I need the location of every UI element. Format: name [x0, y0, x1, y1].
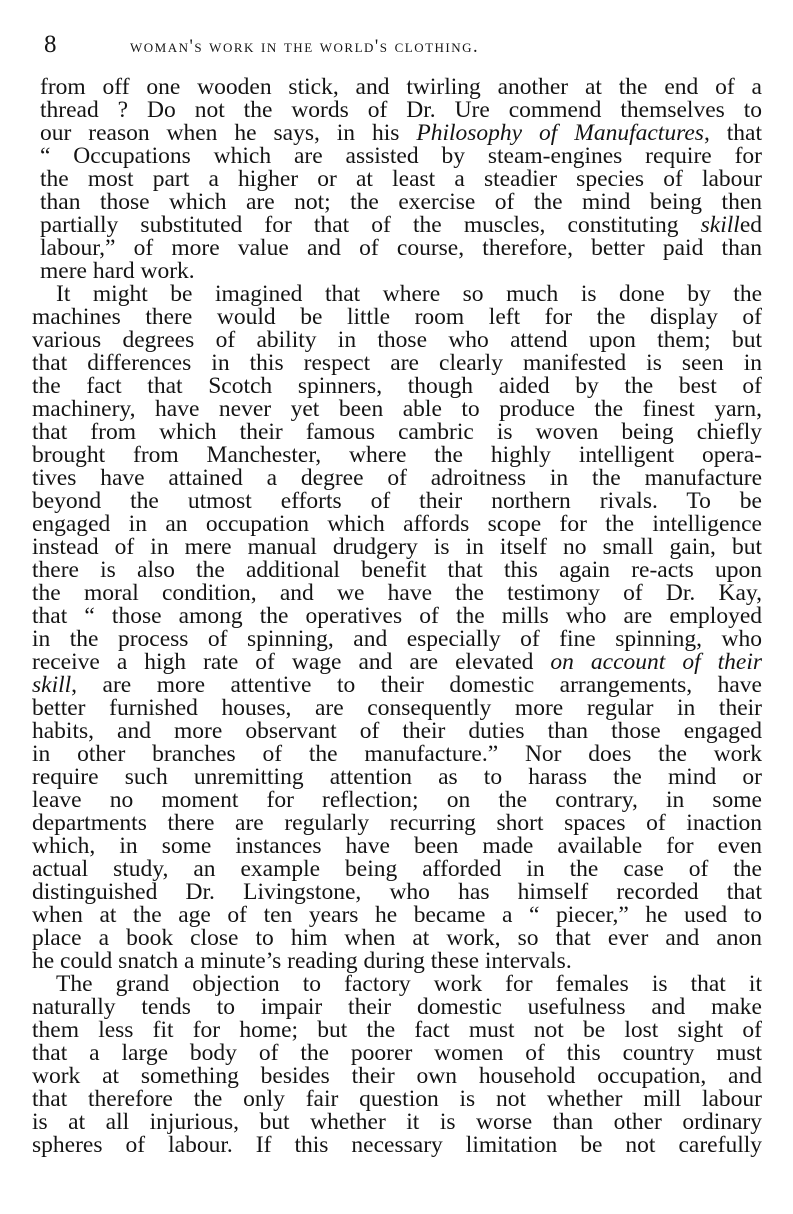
text-line: machinery, have never yet been able to produce the finest yarn,: [32, 396, 762, 422]
text-line: that therefore the only fair question is not whether mill labour: [32, 1086, 762, 1112]
text-line: departments there are regularly recurring short spaces of inaction: [32, 810, 762, 836]
text-line: the moral condition, and we have the testimony of Dr. Kay,: [32, 580, 762, 606]
text-line: actual study, an example being afforded in the case of the: [32, 856, 762, 882]
text-line: habits, and more observant of their duties than those engaged: [32, 718, 762, 744]
text-line: distinguished Dr. Livingstone, who has himself recorded that: [32, 879, 762, 905]
text-line: The grand objection to factory work for females is that it: [56, 971, 762, 997]
text-line: naturally tends to impair their domestic usefulness and make: [32, 994, 762, 1020]
text-line: skill, are more attentive to their domestic arrangements, have: [32, 672, 762, 698]
text-line: receive a high rate of wage and are elevated on account of their: [32, 649, 762, 675]
text-line: thread ? Do not the words of Dr. Ure commend themselves to: [40, 97, 762, 123]
text-line: in other branches of the manufacture.” Nor does the work: [32, 741, 762, 767]
text-line: leave no moment for reflection; on the contrary, in some: [32, 787, 762, 813]
text-line: engaged in an occupation which affords scope for the intelligence: [32, 511, 762, 537]
body-text: [32, 76, 762, 1157]
page-header: [40, 30, 760, 60]
text-line: machines there would be little room left for the display of: [32, 304, 762, 330]
text-line: instead of in mere manual drudgery is in itself no small gain, but: [32, 534, 762, 560]
text-line: work at something besides their own household occupation, and: [32, 1063, 762, 1089]
text-line: from off one wooden stick, and twirling another at the end of a: [40, 74, 762, 100]
text-line: “ Occupations which are assisted by steam-engines require for: [40, 143, 762, 169]
running-title: woman's work in the world's clothing.: [130, 37, 480, 57]
text-line: than those which are not; the exercise of the mind being then: [40, 189, 762, 215]
text-line: that differences in this respect are clearly manifested is seen in: [32, 350, 762, 376]
text-line: spheres of labour. If this necessary limitation be not carefully: [32, 1132, 762, 1158]
text-line: in the process of spinning, and especially of fine spinning, who: [32, 626, 762, 652]
text-line: better furnished houses, are consequently more regular in their: [32, 695, 762, 721]
text-line: which, in some instances have been made available for even: [32, 833, 762, 859]
text-line: that a large body of the poorer women of this country must: [32, 1040, 762, 1066]
text-line: partially substituted for that of the muscles, constituting skilled: [40, 212, 762, 238]
text-line: that from which their famous cambric is woven being chiefly: [32, 419, 762, 445]
page-number: 8: [44, 31, 57, 58]
text-line: brought from Manchester, where the highly intelligent opera-: [32, 442, 762, 468]
text-line: tives have attained a degree of adroitness in the manufacture: [32, 465, 762, 491]
text-line: our reason when he says, in his Philosophy of Manufactures, that: [40, 120, 762, 146]
text-line: beyond the utmost efforts of their northern rivals. To be: [32, 488, 762, 514]
text-line: place a book close to him when at work, so that ever and anon: [32, 925, 762, 951]
text-line: that “ those among the operatives of the mills who are employed: [32, 603, 762, 629]
text-line: mere hard work.: [40, 258, 195, 284]
text-line: require such unremitting attention as to harass the mind or: [32, 764, 762, 790]
text-line: It might be imagined that where so much is done by the: [56, 281, 762, 307]
text-line: them less fit for home; but the fact must not be lost sight of: [32, 1017, 762, 1043]
text-line: labour,” of more value and of course, therefore, better paid than: [40, 235, 762, 261]
text-line: there is also the additional benefit that this again re-acts upon: [32, 557, 762, 583]
text-line: when at the age of ten years he became a “ piecer,” he used to: [32, 902, 762, 928]
text-line: the fact that Scotch spinners, though aided by the best of: [32, 373, 762, 399]
text-line: is at all injurious, but whether it is worse than other ordinary: [32, 1109, 762, 1135]
text-line: the most part a higher or at least a steadier species of labour: [40, 166, 762, 192]
text-line: various degrees of ability in those who attend upon them; but: [32, 327, 762, 353]
text-line: he could snatch a minute’s reading during these intervals.: [32, 948, 572, 974]
